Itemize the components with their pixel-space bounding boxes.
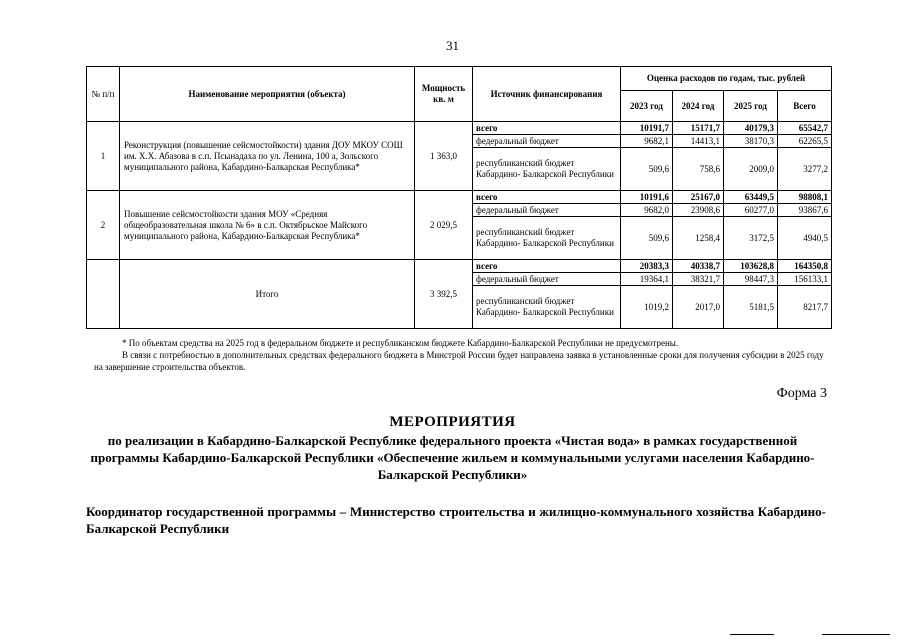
header-total: Всего [778,91,832,122]
table-row [87,260,832,273]
row-num: 2 [87,191,120,260]
header-2024: 2024 год [673,91,724,122]
value-2025: 2009,0 [724,148,778,191]
header-2025: 2025 год [724,91,778,122]
header-num: № п/п [87,67,120,122]
header-source: Источник финансирования [473,67,621,122]
header-estimate: Оценка расходов по годам, тыс. рублей [621,67,832,91]
value-2023: 1019,2 [621,286,673,329]
value-total: 62265,5 [778,135,832,148]
value-2025: 5181,5 [724,286,778,329]
source-label: всего [473,191,621,204]
value-2025: 103628,8 [724,260,778,273]
value-2023: 19364,1 [621,273,673,286]
source-label: всего [473,260,621,273]
source-label: всего [473,122,621,135]
value-2024: 23908,6 [673,204,724,217]
value-2024: 38321,7 [673,273,724,286]
form-label: Форма 3 [776,386,827,401]
value-2023: 20383,3 [621,260,673,273]
footnote-1: * По объектам средства на 2025 год в федеральном бюджете и республиканском бюджете Кабардино-Балкарской Республики не предусмотрены. [122,338,679,348]
value-total: 98808,1 [778,191,832,204]
capacity-value: 1 363,0 [415,122,473,191]
value-2024: 2017,0 [673,286,724,329]
value-2024: 758,6 [673,148,724,191]
value-total: 65542,7 [778,122,832,135]
source-label: федеральный бюджет [473,135,621,148]
header-2023: 2023 год [621,91,673,122]
source-label: федеральный бюджет [473,273,621,286]
value-2023: 9682,0 [621,204,673,217]
value-2023: 10191,6 [621,191,673,204]
value-2025: 38170,3 [724,135,778,148]
row-num [87,260,120,329]
scan-mark-left [730,634,774,635]
value-2025: 40179,3 [724,122,778,135]
section-heading [80,414,825,483]
coordinator-text: Координатор государственной программы – Министерство строительства и жилищно-коммунального хозяйства Кабардино-Балкарской Республики [86,504,826,536]
page-number: 31 [446,38,459,53]
row-num: 1 [87,122,120,191]
value-2024: 40338,7 [673,260,724,273]
value-total: 3277,2 [778,148,832,191]
value-2023: 9682,1 [621,135,673,148]
value-2024: 15171,7 [673,122,724,135]
value-2024: 14413,1 [673,135,724,148]
value-2024: 1258,4 [673,217,724,260]
total-label: Итого [120,260,415,329]
table-row [87,191,832,204]
value-2025: 63449,5 [724,191,778,204]
source-label: республиканский бюджет Кабардино- Балкарской Республики [473,217,621,260]
value-total: 156133,1 [778,273,832,286]
heading-subtitle: по реализации в Кабардино-Балкарской Республике федерального проекта «Чистая вода» в рамках государственной программы Кабардино-Балкарской Республики «Обеспечение жильем и коммунальными услугами населения Кабардино-Балкарской Республики» [90,433,815,482]
value-2023: 10191,7 [621,122,673,135]
value-2024: 25167,0 [673,191,724,204]
footnotes [94,337,834,373]
expenditure-table [86,66,832,329]
header-capacity: Мощность кв. м [415,67,473,122]
heading-title: МЕРОПРИЯТИЯ [389,414,516,430]
project-name: Реконструкция (повышение сейсмостойкости) здания ДОУ МКОУ СОШ им. Х.Х. Абазова в с.п. Псынадаха по ул. Ленина, 100 а, Зольского муниципального района, Кабардино-Балкарская Республика* [120,122,415,191]
scan-mark-right [822,634,890,635]
source-label: республиканский бюджет Кабардино- Балкарской Республики [473,148,621,191]
value-2023: 509,6 [621,217,673,260]
header-name: Наименование мероприятия (объекта) [120,67,415,122]
value-total: 4940,5 [778,217,832,260]
value-2025: 98447,3 [724,273,778,286]
value-2025: 60277,0 [724,204,778,217]
footnote-2: В связи с потребностью в дополнительных средствах федерального бюджета в Минстрой России будет направлена заявка в установленные сроки для получения субсидии в 2025 году на завершение строительства объектов. [94,350,824,372]
value-2023: 509,6 [621,148,673,191]
capacity-value: 3 392,5 [415,260,473,329]
source-label: федеральный бюджет [473,204,621,217]
table-row [87,122,832,135]
value-total: 8217,7 [778,286,832,329]
value-total: 164350,8 [778,260,832,273]
value-2025: 3172,5 [724,217,778,260]
capacity-value: 2 029,5 [415,191,473,260]
value-total: 93867,6 [778,204,832,217]
source-label: республиканский бюджет Кабардино- Балкарской Республики [473,286,621,329]
project-name: Повышение сейсмостойкости здания МОУ «Средняя общеобразовательная школа № 6» в с.п. Октябрьское Майского муниципального района, Кабардино-Балкарская Республика* [120,191,415,260]
